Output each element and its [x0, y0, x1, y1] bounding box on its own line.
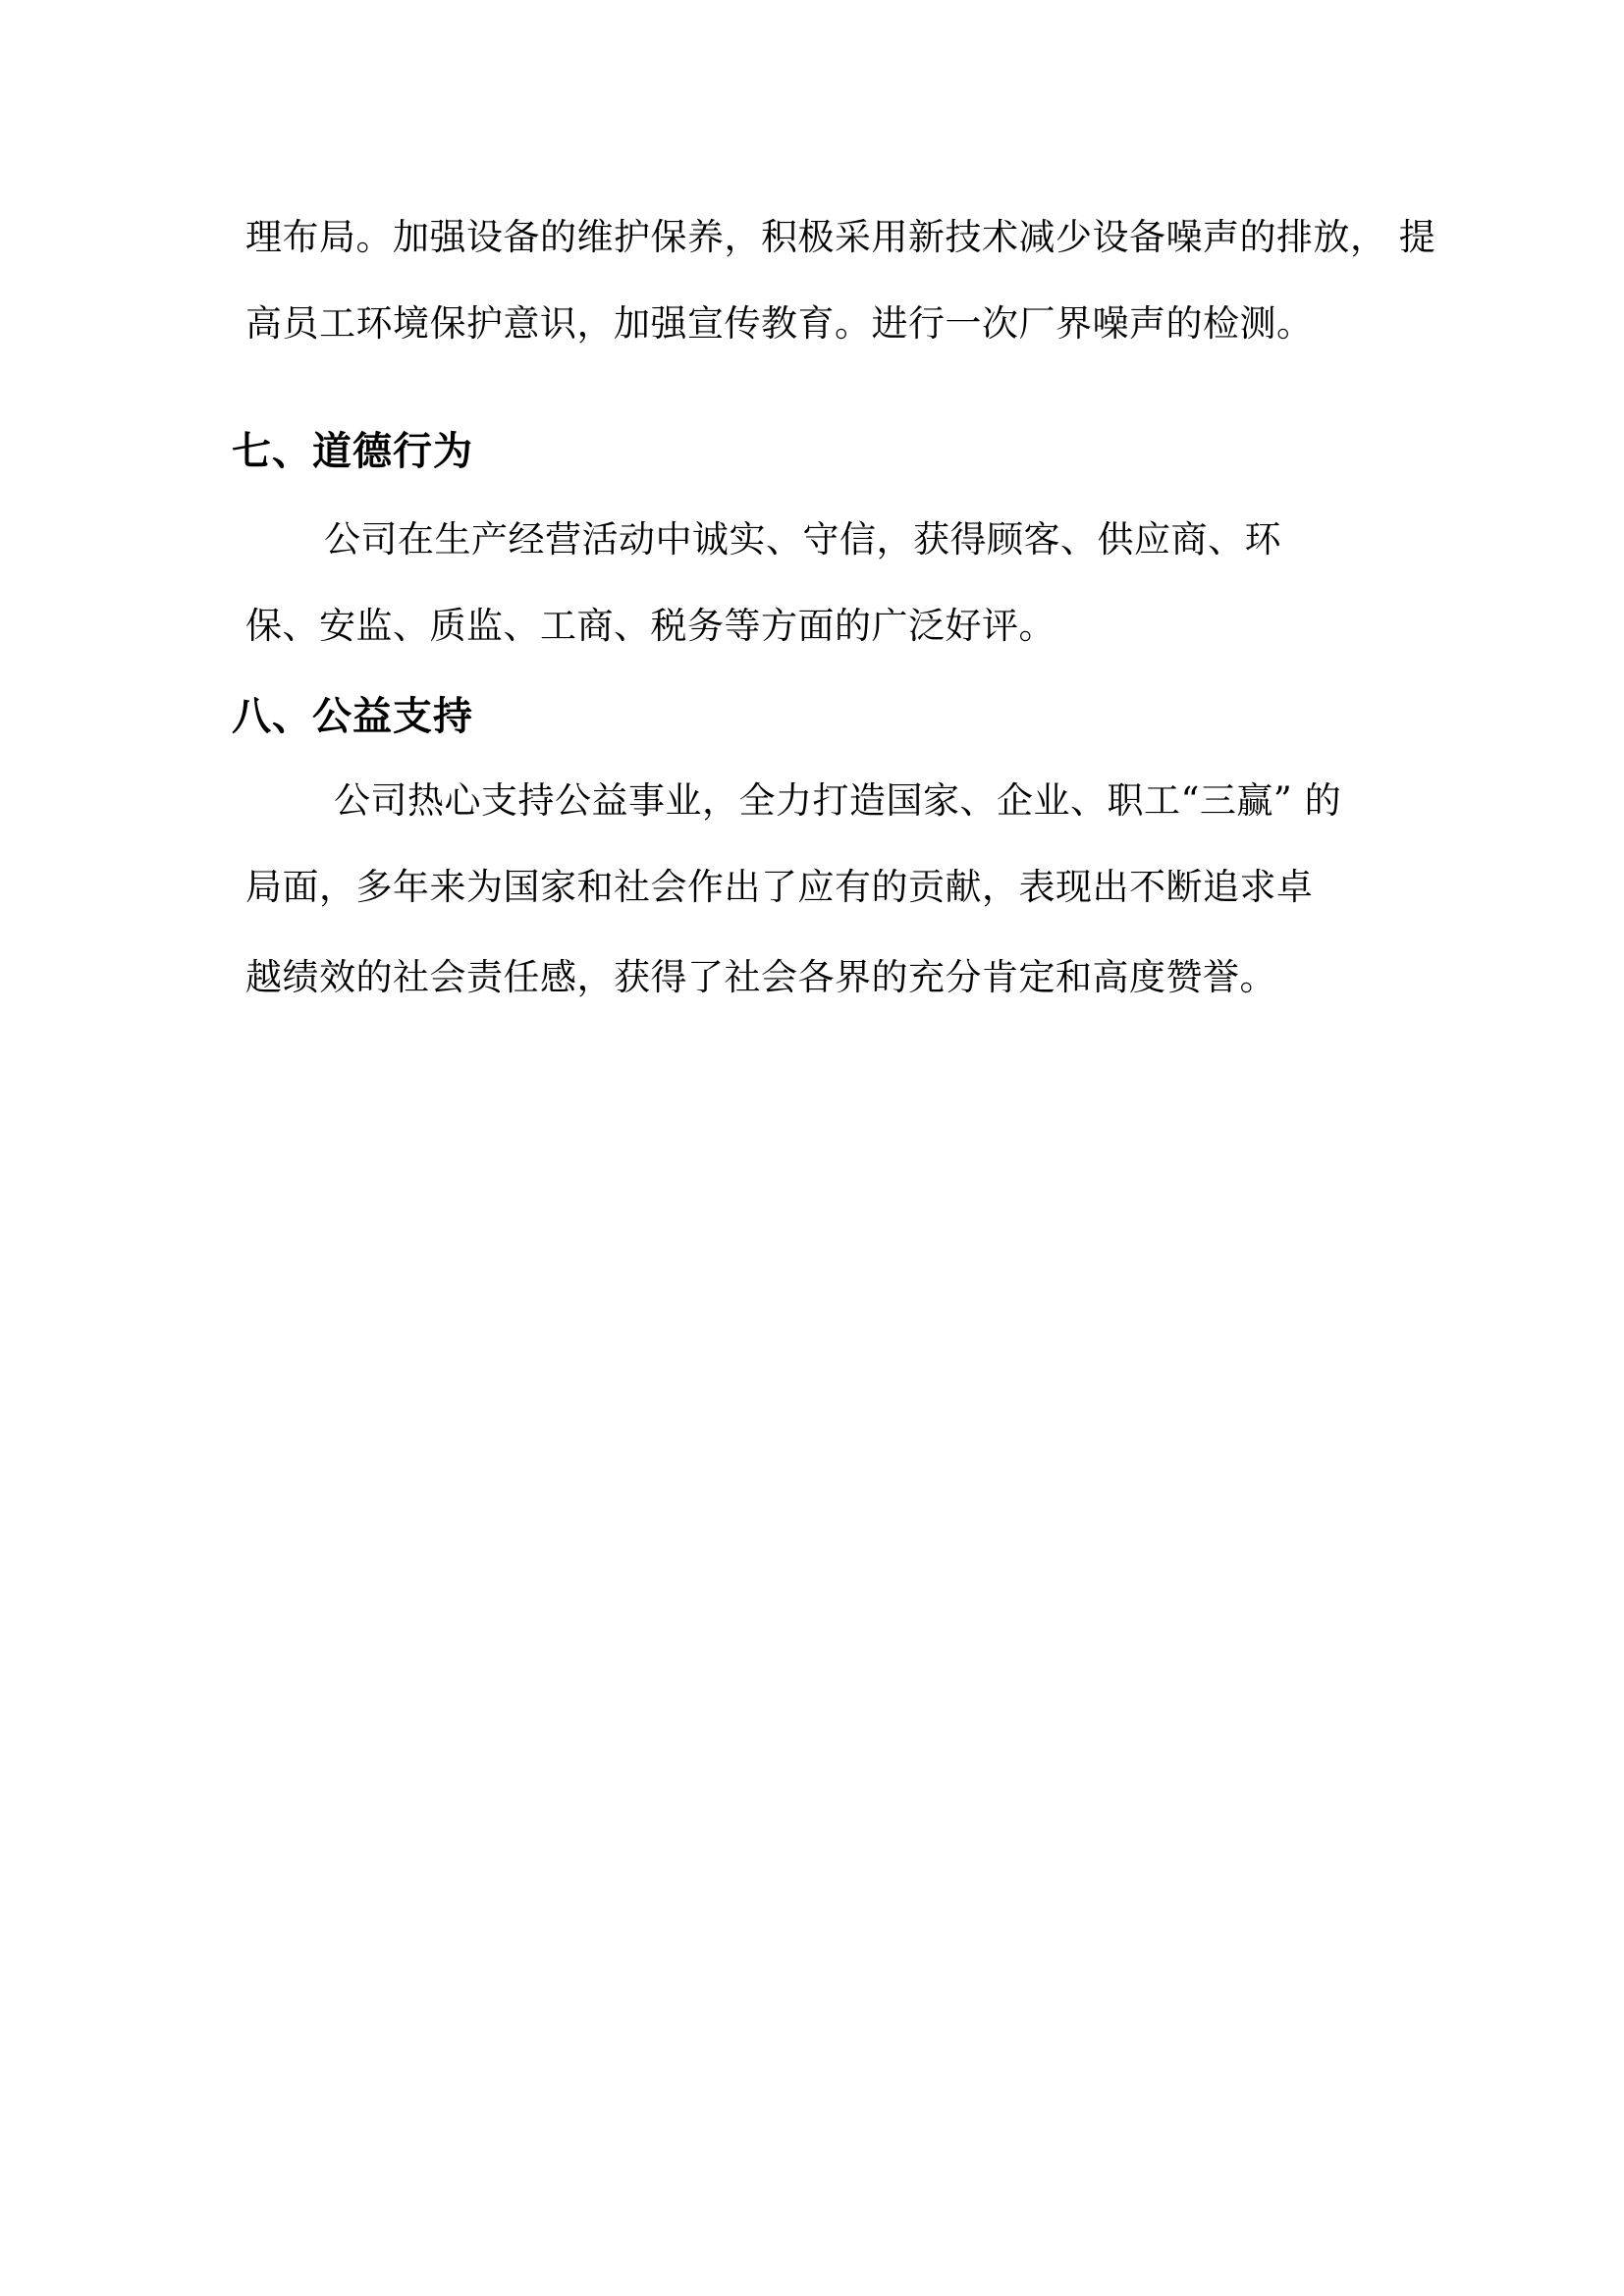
body-line: 公司在生产经营活动中诚实、守信，获得顾客、供应商、环: [324, 518, 1281, 561]
body-line: 局面，多年来为国家和社会作出了应有的贡献，表现出不断追求卓: [245, 866, 1314, 908]
section-heading-public-welfare: 八、公益支持: [232, 694, 473, 739]
section-heading-moral-conduct: 七、道德行为: [232, 429, 473, 474]
body-line: 保、安监、质监、工商、税务等方面的广泛好评。: [245, 605, 1056, 647]
body-line: 越绩效的社会责任感，获得了社会各界的充分肯定和高度赞誉。: [245, 956, 1276, 998]
body-line: 理布局。加强设备的维护保养，积极采用新技术减少设备噪声的排放， 提: [245, 216, 1436, 258]
body-line: 公司热心支持公益事业，全力打造国家、企业、职工“三赢” 的: [334, 779, 1342, 822]
body-line: 高员工环境保护意识，加强宣传教育。进行一次厂界噪声的检测。: [245, 302, 1314, 345]
